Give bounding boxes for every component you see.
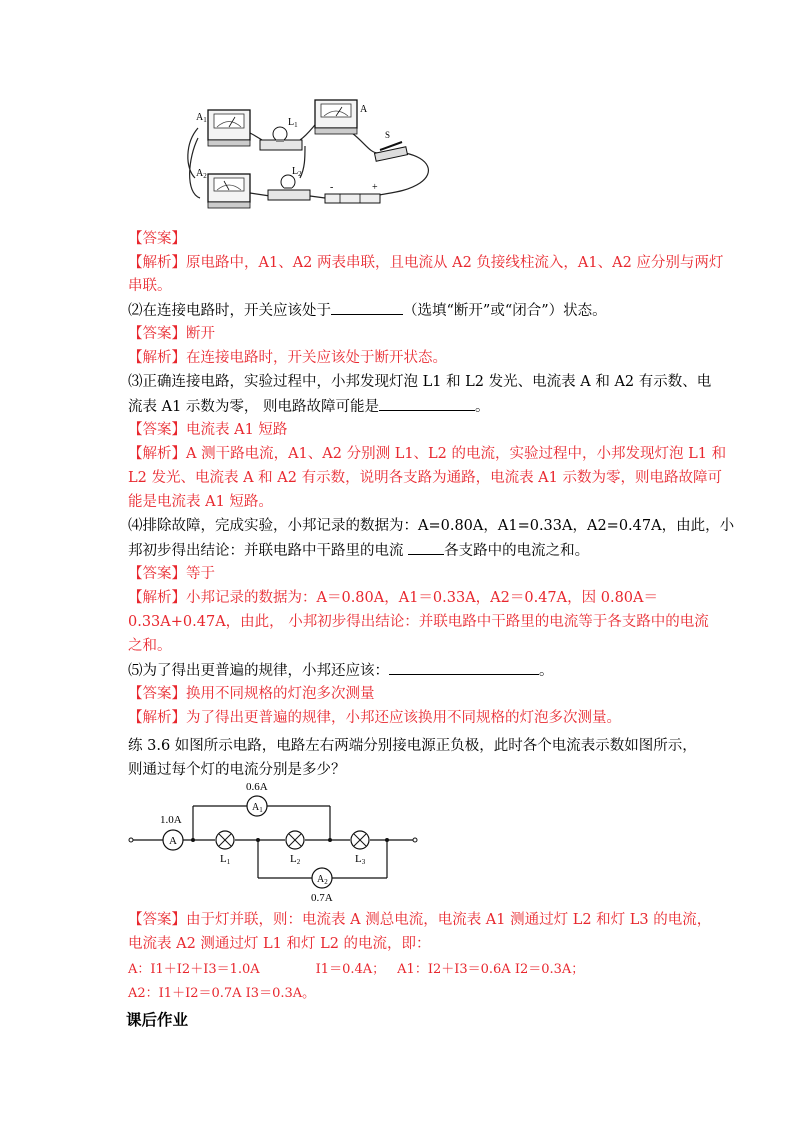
label-l2: $L_2$ <box>292 166 302 178</box>
battery-icon <box>325 194 380 203</box>
analysis-2: 【解析】在连接电路时，开关应该处于断开状态。 <box>128 350 447 366</box>
section-heading: 课后作业 <box>126 1011 189 1029</box>
analysis-5: 【解析】为了得出更普遍的规律，小邦还应该换用不同规格的灯泡多次测量。 <box>128 710 621 726</box>
question-2: ⑵在连接电路时，开关应该处于 （选填“断开”或“闭合”）状态。 <box>128 300 607 321</box>
exercise-3-6b: 则通过每个灯的电流分别是多少？ <box>128 762 346 778</box>
lamp-l3-symbol <box>351 831 369 849</box>
label-a2: $A_2$ <box>196 168 207 180</box>
analysis-4c: 之和。 <box>128 638 172 654</box>
ammeter-a2-icon <box>208 174 250 208</box>
label-l3: L3 <box>355 853 366 866</box>
analysis-1b: 串联。 <box>128 278 172 294</box>
question-3a: ⑶正确连接电路，实验过程中，小邦发现灯泡 L1 和 L2 发光、电流表 A 和 A2 有示数、电 <box>128 374 712 390</box>
svg-text:A: A <box>169 835 177 847</box>
question-3b: 流表 A1 示数为零， 则电路故障可能是 。 <box>128 396 490 417</box>
ammeter-a-symbol <box>163 830 183 850</box>
answer-2: 【答案】断开 <box>128 326 215 342</box>
question-4b: 邦初步得出结论：并联电路中干路里的电流 各支路中的电流之和。 <box>128 540 589 561</box>
answer-3-6d: A2：I1＋I2＝0.7A I3＝0.3A。 <box>128 986 316 1001</box>
ammeter-a2-symbol <box>312 868 332 888</box>
circuit-figure-1 <box>180 98 440 223</box>
svg-text:A1: $A_1$ <box>252 802 263 814</box>
question-5: ⑸为了得出更普遍的规律，小邦还应该： 。 <box>128 660 554 681</box>
ammeter-a1-symbol <box>247 796 267 816</box>
answer-5: 【答案】换用不同规格的灯泡多次测量 <box>128 686 375 702</box>
exercise-3-6a: 练 3.6 如图所示电路，电路左右两端分别接电源正负极，此时各个电流表示数如图所示， <box>128 738 697 754</box>
label-a1: $A_1$ <box>196 112 207 124</box>
circuit-figure-2 <box>125 778 425 903</box>
blank-3 <box>379 396 475 411</box>
analysis-4a: 【解析】小邦记录的数据为：A＝0.80A，A1＝0.33A，A2＝0.47A，因 0.80A＝ <box>128 590 658 606</box>
label-0-7a: 0.7A <box>311 892 333 903</box>
answer-3: 【答案】电流表 A1 短路 <box>128 422 288 438</box>
answer-label-1: 【答案】 <box>128 231 186 247</box>
label-l2: L2 <box>290 853 301 866</box>
ammeter-a-icon <box>315 100 357 134</box>
switch-s-icon <box>375 142 408 161</box>
label-0-6a: 0.6A <box>246 781 268 793</box>
answer-3-6b: 电流表 A2 测通过灯 L1 和灯 L2 的电流，即： <box>128 936 431 952</box>
label-s: S <box>385 130 391 140</box>
blank-4 <box>408 540 444 555</box>
lamp-l1-symbol <box>216 831 234 849</box>
label-l1: L1 <box>220 853 231 866</box>
label-1-0a: 1.0A <box>160 814 182 826</box>
lamp-l1-icon <box>260 127 302 150</box>
blank-2 <box>331 300 403 315</box>
lamp-l2-icon <box>268 175 310 200</box>
answer-4: 【答案】等于 <box>128 566 215 582</box>
label-minus: - <box>330 182 334 193</box>
answer-3-6c: A：I1＋I2＋I3＝1.0A I1＝0.4A； A1：I2＋I3＝0.6A I2＝0.3A； <box>128 962 585 977</box>
answer-3-6a: 【答案】由于灯并联，则：电流表 A 测总电流，电流表 A1 测通过灯 L2 和灯 L3 的电流， <box>128 912 712 928</box>
label-l1: $L_1$ <box>288 117 298 129</box>
analysis-4b: 0.33A+0.47A，由此， 小邦初步得出结论：并联电路中干路里的电流等于各支路中的电流 <box>128 614 709 630</box>
svg-text:A2: $A_2$ <box>317 874 328 886</box>
question-4a: ⑷排除故障，完成实验，小邦记录的数据为：A=0.80A，A1=0.33A，A2=0.47A，由此，小 <box>128 518 735 534</box>
blank-5 <box>389 660 539 675</box>
analysis-1a: 【解析】原电路中，A1、A2 两表串联，且电流从 A2 负接线柱流入，A1、A2 应分别与两灯 <box>128 255 724 271</box>
analysis-3a: 【解析】A 测干路电流，A1、A2 分别测 L1、L2 的电流，实验过程中，小邦发现灯泡 L1 和 <box>128 446 727 462</box>
label-plus: + <box>372 182 378 193</box>
ammeter-a1-icon <box>208 110 250 146</box>
label-a: A <box>360 104 368 115</box>
analysis-3c: 能是电流表 A1 短路。 <box>128 494 273 510</box>
lamp-l2-symbol <box>286 831 304 849</box>
analysis-3b: L2 发光、电流表 A 和 A2 有示数，说明各支路为通路，电流表 A1 示数为零，则电路故障可 <box>128 470 722 486</box>
